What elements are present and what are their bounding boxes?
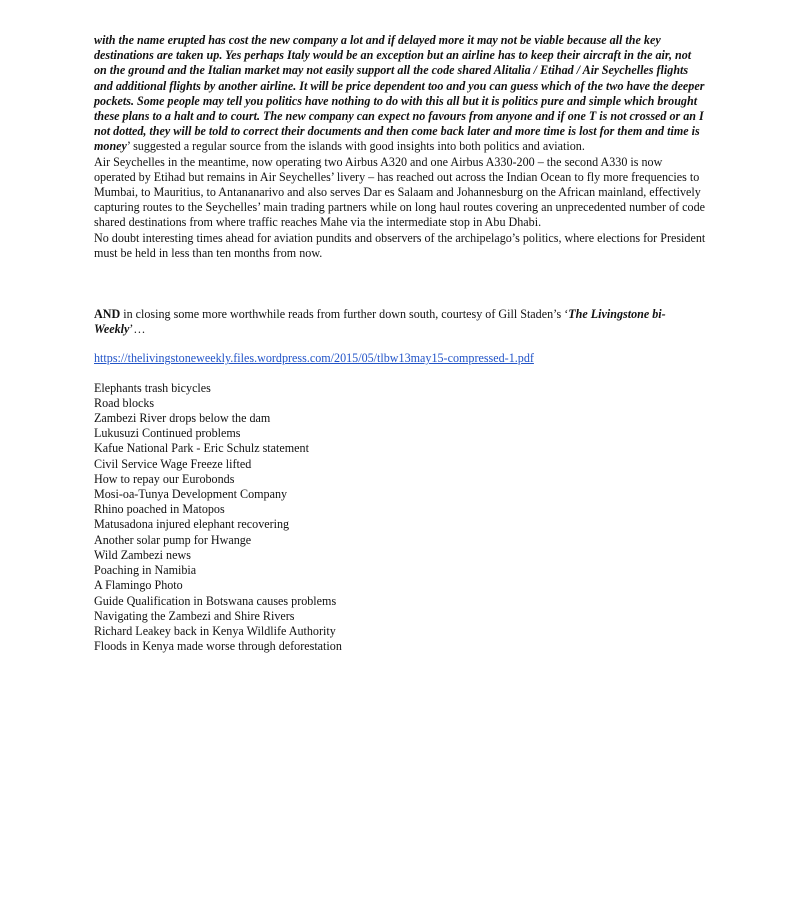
closing-ending: ’…	[129, 322, 146, 337]
newsletter-link[interactable]: https://thelivingstoneweekly.files.wordpress.com/2015/05/tlbw13may15-compressed-1.pdf	[94, 351, 534, 366]
paragraph-quote-continuation	[94, 33, 706, 155]
spacer	[94, 367, 706, 381]
list-item: Elephants trash bicycles	[94, 380, 211, 395]
list-item: How to repay our Eurobonds	[94, 471, 235, 486]
list-item: Poaching in Namibia	[94, 563, 197, 578]
list-item: Zambezi River drops below the dam	[94, 411, 271, 426]
publication-title: The Livingstone bi-Weekly	[94, 307, 666, 337]
list-item: Richard Leakey back in Kenya Wildlife Authority	[94, 623, 336, 638]
list-item: Rhino poached in Matopos	[94, 502, 225, 517]
headline-list	[94, 381, 706, 655]
list-item: Lukusuzi Continued problems	[94, 426, 241, 441]
spacer	[94, 337, 706, 351]
closing-text: in closing some more worthwhile reads from further down south, courtesy of Gill Staden’s ‘	[120, 307, 569, 322]
paragraph-outlook: No doubt interesting times ahead for aviation pundits and observers of the archipelago’s politics, where elections for President must be held in less than ten months from now.	[94, 230, 706, 260]
list-item: Civil Service Wage Freeze lifted	[94, 456, 252, 471]
list-item: Matusadona injured elephant recovering	[94, 517, 290, 532]
paragraph-closing	[94, 307, 706, 337]
quote-attribution: ’ suggested a regular source from the islands with good insights into both politics and aviation.	[126, 139, 585, 154]
list-item: Navigating the Zambezi and Shire Rivers	[94, 608, 295, 623]
list-item: Kafue National Park - Eric Schulz statement	[94, 441, 309, 456]
paragraph-air-seychelles: Air Seychelles in the meantime, now operating two Airbus A320 and one Airbus A330-200 – the second A330 is now operated by Etihad but remains in Air Seychelles’ livery – has reached out across the Indian Ocean to fly more frequencies to Mumbai, to Mauritius, to Antananarivo and also serves Dar es Salaam and Johannesburg on the African mainland, effectively capturing routes to the Seychelles’ main trading partners while on long haul routes covering an unprecedented number of code shared destinations from where traffic reaches Mahe via the intermediate stop in Abu Dhabi.	[94, 154, 705, 230]
document-page	[94, 33, 706, 654]
list-item: A Flamingo Photo	[94, 578, 183, 593]
spacer	[94, 261, 706, 307]
and-word: AND	[94, 307, 121, 322]
list-item: Road blocks	[94, 395, 155, 410]
list-item: Guide Qualification in Botswana causes problems	[94, 593, 337, 608]
list-item: Wild Zambezi news	[94, 547, 191, 562]
list-item: Another solar pump for Hwange	[94, 532, 252, 547]
list-item: Mosi-oa-Tunya Development Company	[94, 487, 288, 502]
quote-bold-italic: with the name erupted has cost the new company a lot and if delayed more it may not be viable because all the key destinations are taken up. Yes perhaps Italy would be an exception but an airline has to keep their aircraft in the air, not on the ground and the Italian market may not easily support all the code shared Alitalia / Etihad / Air Seychelles flights and additional flights by another airline. It will be price dependent too and you can guess which of the two have the deeper pockets. Some people may tell you politics have nothing to do with this all but it is politics pure and simple which brought these plans to a halt and to court. The new company can expect no favours from anyone and if one T is not crossed or an I not dotted, they will be told to correct their documents and then come back later and more time is lost for them and time is money	[94, 33, 705, 154]
list-item: Floods in Kenya made worse through deforestation	[94, 639, 342, 654]
